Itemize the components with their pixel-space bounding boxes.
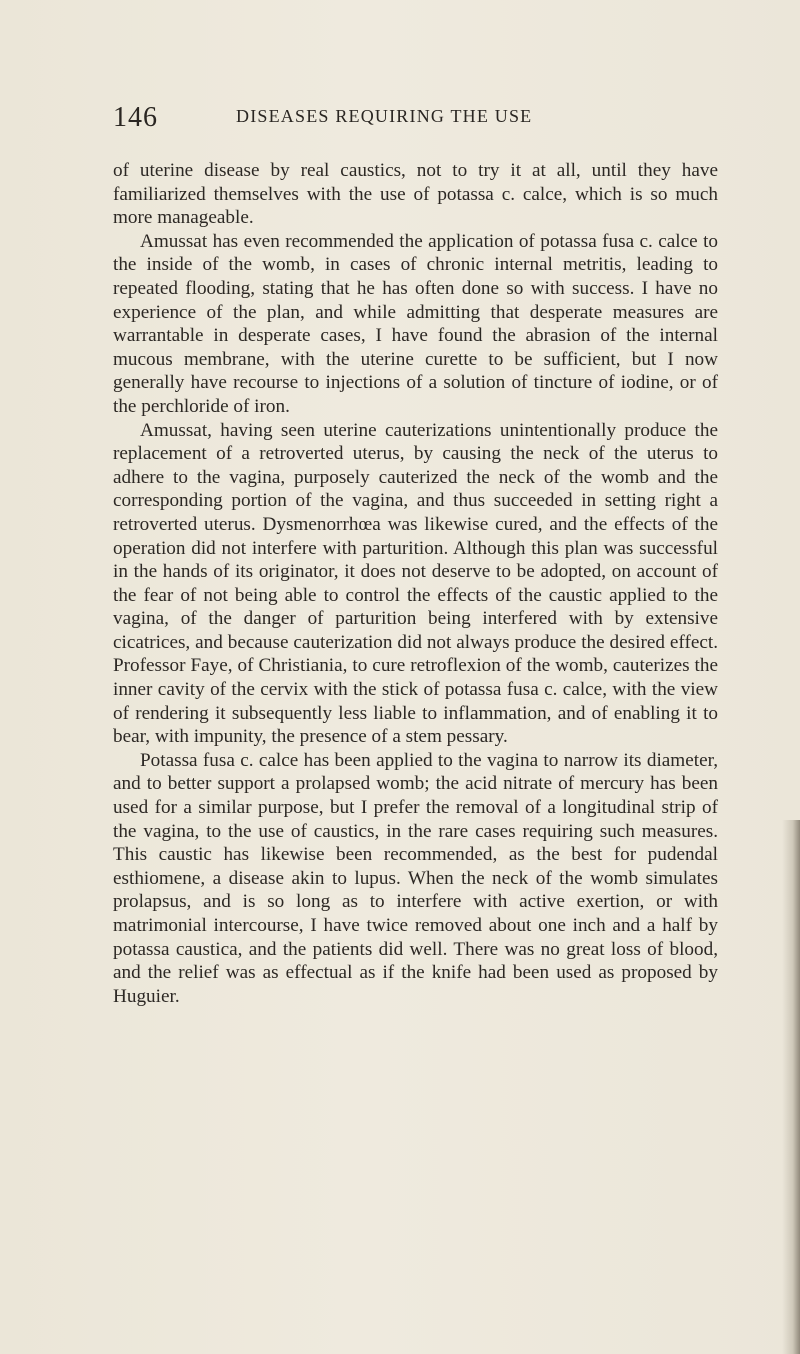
page-edge-shadow <box>782 820 800 1354</box>
paragraph: Potassa fusa c. calce has been applied to the vagina to narrow its diameter, and to better support a prolapsed womb; the acid nitrate of mercury has been used for a similar purpose, but I prefer the removal of a longitudinal strip of the vagina, to the use of caustics, in the rare cases requiring such measures. This caustic has likewise been recommended, as the best for pudendal esthiomene, a disease akin to lupus. When the neck of the womb simulates prolapsus, and is so long as to interfere with active exertion, or with matrimonial intercourse, I have twice removed about one inch and a half by potassa caustica, and the patients did well. There was no great loss of blood, and the relief was as effectual as if the knife had been used as proposed by Huguier. <box>113 749 718 1007</box>
body-text <box>113 159 718 1008</box>
paragraph: Amussat, having seen uterine cauterizations unintentionally produce the replacement of a retroverted uterus, by causing the neck of the uterus to adhere to the vagina, purposely cauterized the neck of the womb and the corresponding portion of the vagina, and thus succeeded in setting right a retroverted uterus. Dysmenorrhœa was likewise cured, and the effects of the operation did not interfere with parturition. Although this plan was successful in the hands of its originator, it does not deserve to be adopted, on account of the fear of not being able to control the effects of the caustic applied to the vagina, of the danger of parturition being interfered with by extensive cicatrices, and because cauterization did not always produce the desired effect. Professor Faye, of Christiania, to cure retroflexion of the womb, cauterizes the inner cavity of the cervix with the stick of potassa fusa c. calce, with the view of rendering it subsequently less liable to inflammation, and of enabling it to bear, with impunity, the presence of a stem pessary. <box>113 419 718 748</box>
page-number: 146 <box>113 102 158 133</box>
page-header <box>113 102 723 142</box>
paragraph: of uterine disease by real caustics, not to try it at all, until they have familiarized themselves with the use of potassa c. calce, which is so much more manageable. <box>113 160 718 229</box>
running-head: DISEASES REQUIRING THE USE <box>236 106 533 126</box>
paragraph: Amussat has even recommended the application of potassa fusa c. calce to the inside of the womb, in cases of chronic internal metritis, leading to repeated flooding, stating that he has often done so with success. I have no experience of the plan, and while admitting that desperate measures are warrantable in desperate cases, I have found the abrasion of the internal mucous membrane, with the uterine curette to be sufficient, but I now generally have recourse to injections of a solution of tincture of iodine, or of the perchloride of iron. <box>113 230 718 417</box>
